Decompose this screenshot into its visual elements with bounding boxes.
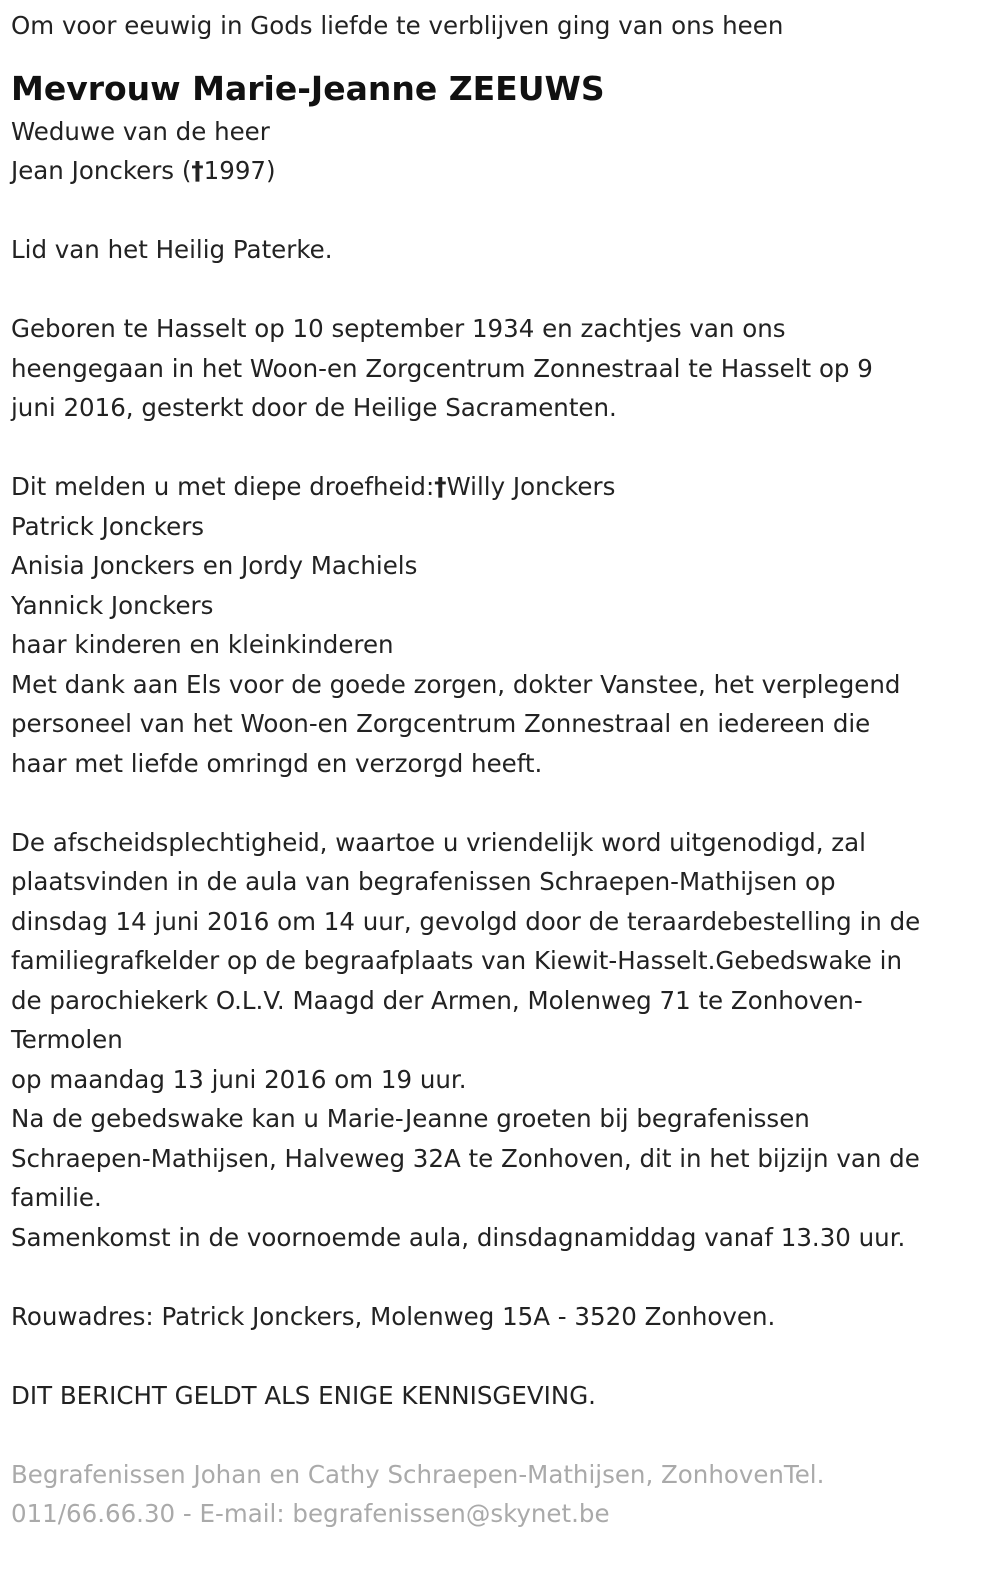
intro-text: Om voor eeuwig in Gods liefde te verblijven ging van ons heen [11, 11, 784, 40]
announcers-paragraph [11, 467, 986, 783]
membership-text: Lid van het Heilig Paterke. [11, 235, 333, 264]
footer-line: Begrafenissen Johan en Cathy Schraepen-Mathijsen, ZonhovenTel. [11, 1459, 825, 1489]
spacer [11, 191, 986, 231]
cross-icon: † [191, 156, 204, 185]
deceased-name: Mevrouw Marie-Jeanne ZEEUWS [11, 68, 605, 108]
ceremony-line: plaatsvinden in de aula van begrafenissen Schraepen-Mathijsen op [11, 867, 836, 896]
thanks-line: Met dank aan Els voor de goede zorgen, dokter Vanstee, het verplegend [11, 669, 901, 699]
birth-paragraph [11, 309, 986, 428]
spacer [11, 270, 986, 310]
widow-line-1: Weduwe van de heer [11, 116, 270, 146]
spacer [11, 783, 986, 823]
widow-line-2 [11, 151, 986, 191]
spacer [11, 1257, 986, 1297]
cross-icon: † [434, 472, 447, 501]
thanks-line: haar met liefde omringd en verzorgd heeft. [11, 748, 543, 778]
spacer [11, 1415, 986, 1455]
ceremony-line: De afscheidsplechtigheid, waartoe u vriendelijk word uitgenodigd, zal [11, 827, 866, 857]
announcers-lead-line [11, 467, 986, 507]
ceremony-line: dinsdag 14 juni 2016 om 14 uur, gevolgd door de teraardebestelling in de [11, 906, 921, 936]
announcer-name: Patrick Jonckers [11, 511, 205, 541]
announcers-lead: Dit melden u met diepe droefheid: [11, 472, 435, 501]
birth-line: Geboren te Hasselt op 10 september 1934 en zachtjes van ons [11, 314, 786, 343]
ceremony-line: Schraepen-Mathijsen, Halveweg 32A te Zonhoven, dit in het bijzijn van de [11, 1143, 920, 1173]
ceremony-line: familie. [11, 1183, 102, 1212]
sole-notice: DIT BERICHT GELDT ALS ENIGE KENNISGEVING. [11, 1380, 596, 1410]
announcer-name: Yannick Jonckers [11, 590, 214, 620]
spacer [11, 46, 986, 66]
ceremony-line: de parochiekerk O.L.V. Maagd der Armen, Molenweg 71 te Zonhoven- [11, 985, 863, 1015]
spacer [11, 428, 986, 468]
footer-line: 011/66.66.30 - E-mail: begrafenissen@skynet.be [11, 1499, 610, 1528]
ceremony-line: Samenkomst in de voornoemde aula, dinsdagnamiddag vanaf 13.30 uur. [11, 1222, 906, 1252]
spacer [11, 1336, 986, 1376]
ceremony-line: Na de gebedswake kan u Marie-Jeanne groeten bij begrafenissen [11, 1104, 810, 1133]
announcer-name: Anisia Jonckers en Jordy Machiels [11, 551, 418, 580]
mourning-address: Rouwadres: Patrick Jonckers, Molenweg 15A - 3520 Zonhoven. [11, 1301, 776, 1331]
birth-line: heengegaan in het Woon-en Zorgcentrum Zonnestraal te Hasselt op 9 [11, 353, 873, 383]
ceremony-line: Termolen [11, 1025, 123, 1054]
ceremony-line: op maandag 13 juni 2016 om 19 uur. [11, 1064, 467, 1094]
ceremony-line: familiegrafkelder op de begraafplaats van Kiewit-Hasselt.Gebedswake in [11, 946, 902, 975]
announcer-name: Willy Jonckers [446, 472, 616, 501]
widow-husband-year: 1997) [203, 156, 276, 185]
funeral-home-footer [11, 1455, 986, 1534]
ceremony-paragraph [11, 823, 986, 1258]
thanks-line: personeel van het Woon-en Zorgcentrum Zonnestraal en iedereen die [11, 709, 871, 738]
birth-line: juni 2016, gesterkt door de Heilige Sacramenten. [11, 393, 617, 422]
widow-husband-name: Jean Jonckers ( [11, 156, 192, 185]
announcer-family: haar kinderen en kleinkinderen [11, 630, 394, 659]
